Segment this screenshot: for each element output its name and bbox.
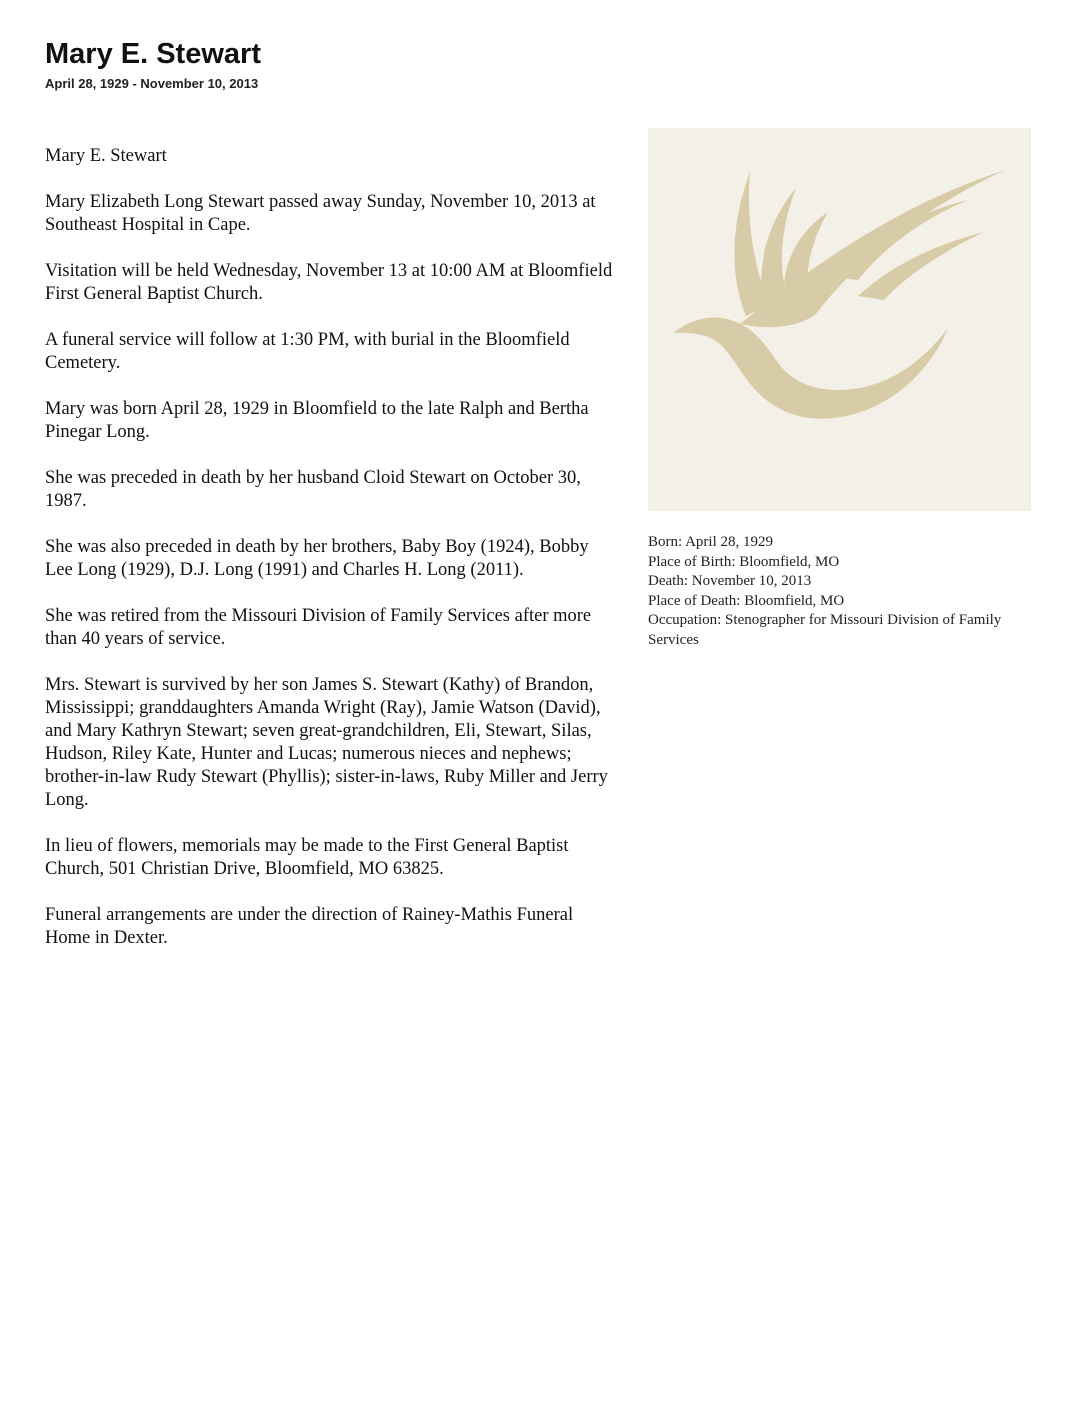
page-title: Mary E. Stewart (45, 38, 261, 70)
obituary-paragraph: She was also preceded in death by her brothers, Baby Boy (1924), Bobby Lee Long (1929), D.J. Long (1991) and Charles H. Long (2011). (45, 537, 589, 580)
fact-death: Death: November 10, 2013 (648, 573, 812, 589)
fact-occupation: Occupation: Stenographer for Missouri Division of Family Services (648, 612, 1002, 648)
obituary-paragraph: She was preceded in death by her husband Cloid Stewart on October 30, 1987. (45, 468, 581, 511)
fact-born: Born: April 28, 1929 (648, 534, 774, 550)
vital-facts (648, 533, 1031, 650)
obituary-paragraph: Mary E. Stewart (45, 146, 167, 166)
obituary-paragraph: Mary was born April 28, 1929 in Bloomfield to the late Ralph and Bertha Pinegar Long. (45, 399, 589, 442)
obituary-paragraph: Funeral arrangements are under the direction of Rainey-Mathis Funeral Home in Dexter. (45, 905, 574, 948)
fact-place-of-death: Place of Death: Bloomfield, MO (648, 592, 845, 609)
obituary-body (45, 145, 620, 973)
obituary-paragraph: Mary Elizabeth Long Stewart passed away Sunday, November 10, 2013 at Southeast Hospital in Cape. (45, 192, 596, 235)
obituary-paragraph: A funeral service will follow at 1:30 PM, with burial in the Bloomfield Cemetery. (45, 330, 570, 373)
obituary-paragraph: Mrs. Stewart is survived by her son James S. Stewart (Kathy) of Brandon, Mississippi; granddaughters Amanda Wright (Ray), Jamie Watson (David), and Mary Kathryn Stewart; seven great-grandchildren, Eli, Stewart, Silas, Hudson, Riley Kate, Hunter and Lucas; numerous nieces and nephews; brother-in-law Rudy Stewart (Phyllis); sister-in-laws, Ruby Miller and Jerry Long. (45, 675, 608, 810)
fact-place-of-birth: Place of Birth: Bloomfield, MO (648, 553, 840, 570)
obituary-paragraph: In lieu of flowers, memorials may be made to the First General Baptist Church, 501 Christian Drive, Bloomfield, MO 63825. (45, 836, 569, 879)
sidebar (648, 128, 1031, 650)
life-dates: April 28, 1929 - November 10, 2013 (45, 76, 259, 91)
obituary-paragraph: She was retired from the Missouri Division of Family Services after more than 40 years of service. (45, 606, 592, 649)
obituary-paragraph: Visitation will be held Wednesday, November 13 at 10:00 AM at Bloomfield First General Baptist Church. (45, 261, 613, 304)
memorial-image (648, 128, 1031, 511)
obituary-header (45, 36, 261, 92)
dove-icon (648, 128, 1031, 511)
